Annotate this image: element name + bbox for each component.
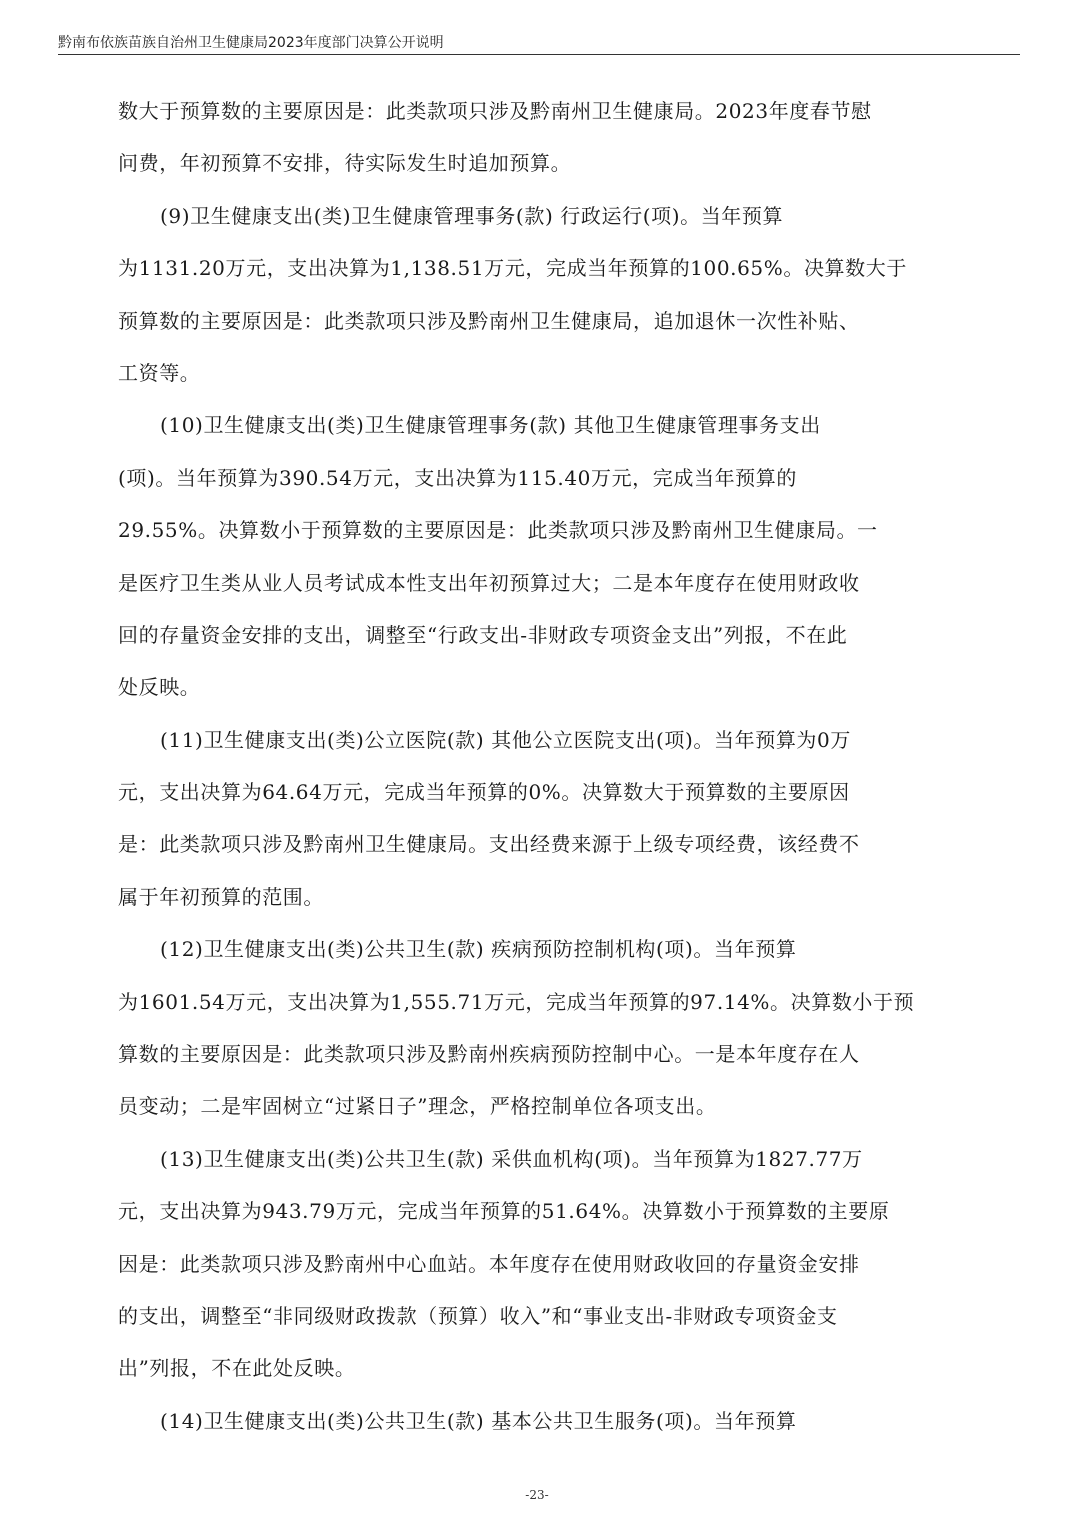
text-line: 属于年初预算的范围。	[118, 884, 324, 909]
page-header: 黔南布依族苗族自治州卫生健康局2023年度部门决算公开说明	[58, 35, 444, 51]
text-line: 员变动；二是牢固树立“过紧日子”理念，严格控制单位各项支出。	[118, 1094, 717, 1119]
paragraph-start-line: (10)卫生健康支出(类)卫生健康管理事务(款) 其他卫生健康管理事务支出	[160, 413, 821, 438]
text-line: 预算数的主要原因是：此类款项只涉及黔南州卫生健康局，追加退休一次性补贴、	[118, 308, 860, 333]
text-line: 回的存量资金安排的支出，调整至“行政支出-非财政专项资金支出”列报，不在此	[118, 622, 848, 647]
paragraph-start-line: (12)卫生健康支出(类)公共卫生(款) 疾病预防控制机构(项)。当年预算	[160, 937, 797, 962]
page-number: -23-	[525, 1488, 549, 1502]
text-line: 数大于预算数的主要原因是：此类款项只涉及黔南州卫生健康局。2023年度春节慰	[118, 99, 872, 123]
text-line: 出”列报，不在此处反映。	[118, 1356, 356, 1381]
text-line: 处反映。	[118, 675, 201, 700]
text-line: 29.55%。决算数小于预算数的主要原因是：此类款项只涉及黔南州卫生健康局。一	[118, 518, 878, 543]
text-line: 因是：此类款项只涉及黔南州中心血站。本年度存在使用财政收回的存量资金安排	[118, 1251, 860, 1276]
paragraph-start-line: (13)卫生健康支出(类)公共卫生(款) 采供血机构(项)。当年预算为1827.77万	[160, 1146, 863, 1171]
text-line: 算数的主要原因是：此类款项只涉及黔南州疾病预防控制中心。一是本年度存在人	[118, 1042, 860, 1067]
text-line: 元，支出决算为64.64万元，完成当年预算的0%。决算数大于预算数的主要原因	[118, 780, 850, 805]
paragraph-start-line: (11)卫生健康支出(类)公立医院(款) 其他公立医院支出(项)。当年预算为0万	[160, 727, 851, 752]
header-divider	[58, 54, 1020, 55]
text-line: (项)。当年预算为390.54万元，支出决算为115.40万元，完成当年预算的	[118, 465, 797, 490]
text-line: 是：此类款项只涉及黔南州卫生健康局。支出经费来源于上级专项经费，该经费不	[118, 832, 860, 857]
text-line: 元，支出决算为943.79万元，完成当年预算的51.64%。决算数小于预算数的主要原	[118, 1199, 890, 1224]
text-line: 为1601.54万元，支出决算为1,555.71万元，完成当年预算的97.14%。决算数小于预	[118, 989, 915, 1014]
text-line: 工资等。	[118, 360, 201, 385]
paragraph-start-line: (9)卫生健康支出(类)卫生健康管理事务(款) 行政运行(项)。当年预算	[160, 203, 784, 228]
text-line: 为1131.20万元，支出决算为1,138.51万元，完成当年预算的100.65%。决算数大于	[118, 256, 907, 281]
text-line: 的支出，调整至“非同级财政拨款（预算）收入”和“事业支出-非财政专项资金支	[118, 1303, 838, 1328]
paragraph-start-line: (14)卫生健康支出(类)公共卫生(款) 基本公共卫生服务(项)。当年预算	[160, 1408, 797, 1433]
text-line: 是医疗卫生类从业人员考试成本性支出年初预算过大；二是本年度存在使用财政收	[118, 570, 860, 595]
document-body	[118, 85, 948, 1447]
text-line: 问费，年初预算不安排，待实际发生时追加预算。	[118, 151, 572, 176]
